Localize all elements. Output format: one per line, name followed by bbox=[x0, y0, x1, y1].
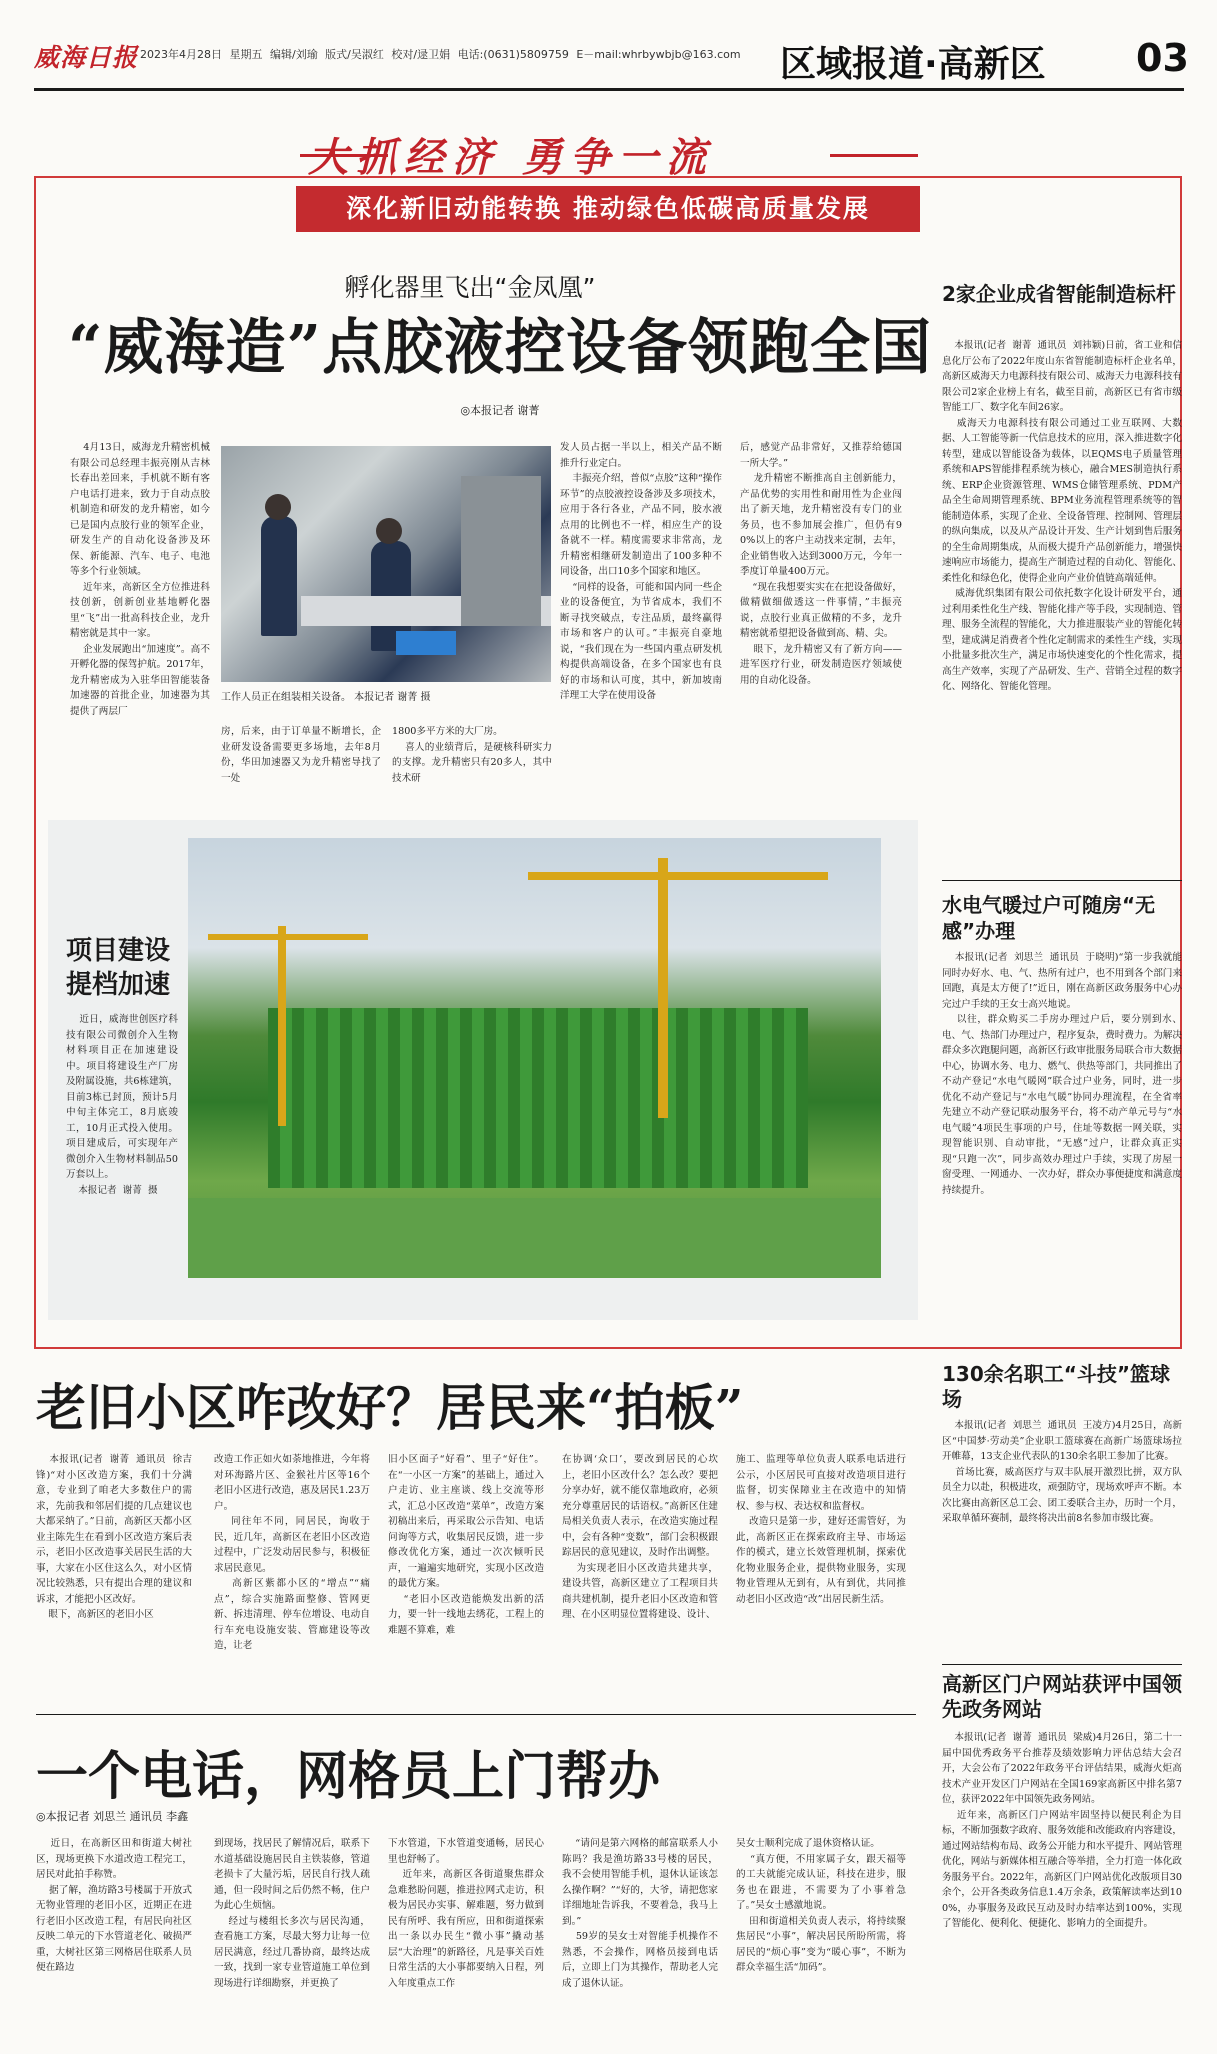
masthead-rule bbox=[34, 88, 1184, 91]
right3-text: 本报讯(记者 刘思兰 通讯员 王凌方)4月25日，高新区“中国梦·劳动美”企业职工篮球赛在高新广场篮球场拉开帷幕，13支企业代表队的130余名职工参加了比赛。 首场比赛，威高医疗与双丰队展开激烈比拼，双方队员全力以赴，积极进攻，顽强防守，现场欢呼声不断。本次比赛由高新区总工会、团工委联合主办，历时一个月，采取单循环赛制，最终将决出前8名参加市级比赛。 bbox=[942, 1420, 1182, 1524]
bottom-col-3: 下水管道，下水管道变通畅，居民心里也舒畅了。 近年来，高新区各街道聚焦群众急难愁盼问题，推进拉网式走访，积极为居民办实事、解难题，努力做到民有所呼、我有所应，田和街道探索出一条以办民生“微小事”撬动基层“大治理”的新路径，凡是事关百姓日常生活的大小事都要纳入日程，列入年度重点工作 bbox=[388, 1838, 544, 1989]
page-number: 03 bbox=[1136, 36, 1189, 80]
lead-col-3: 发人员占据一半以上，相关产品不断推升行业定白。 丰振亮介绍，普似“点胶”这种“操作环节”的点胶液控设备涉及多项技术，应用于各行各业，产品不同，胶水液点用的比例也不一样，相应生产的设备就不一样。精度需要求非常高，龙升精密相继研发制造出了100多种不同设备，出口10多个国家和地区。 “同样的设备，可能和国内同一些企业的设备便宜，为节省成本，我们不断寻找突破点，专注品质，最终赢得市场和客户的认可。”丰振亮自豪地说，“我们现在为一些国内重点研发机构提供高端设备，在多个国家也有良好的市场和认可度，其中，新加坡南洋理工大学在使用设备 bbox=[560, 442, 722, 701]
construction-photo bbox=[188, 838, 881, 1278]
newspaper-logo: 威海日报 bbox=[34, 43, 139, 72]
lead-col-1: 4月13日，威海龙升精密机械有限公司总经理丰振亮刚从吉林长春出差回来，手机就不断有客户电话打进来，致力于自动点胶机制造和研发的龙升精密，如今已是国内点胶行业的领军企业，研发生产的自动化设备涉及环保、新能源、汽车、电子、电池等多个行业领域。 近年来，高新区全方位推进科技创新，创新创业基地孵化器里“飞”出一批高科技企业，龙升精密就是其中一家。 企业发展跑出“加速度”。高不开孵化器的保驾护航。2017年，龙升精密成为入驻华田智能装备加速器的首批企业，加速器为其提供了两层厂 bbox=[70, 442, 210, 717]
slogan-dash-right bbox=[830, 154, 918, 157]
mid-col-5: 施工、监理等单位负责人联系电话进行公示，小区居民可直接对改造项目进行监督，切实保障业主在改造中的知情权、参与权、表达权和监督权。 改造只是第一步，建好还需管好，为此，高新区正在探索政府主导、市场运作的模式，建立长效管理机制，探索优化物业服务企业，提供物业服务，实现物业管理从无到有，从有到优，共同推动老旧小区改造“改”出居民新生活。 bbox=[736, 1454, 906, 1605]
divider bbox=[942, 1664, 1182, 1665]
mid-col-2: 改造工作正如火如荼地推进，今年将对环海路片区、金猴社片区等16个老旧小区进行改造，惠及居民1.23万户。 同往年不同，同居民，询收于民，近几年，高新区在老旧小区改造过程中，广泛发动居民参与，积极征求居民意见。 高新区紫都小区的“增点”“痛点”，综合实施路面整修、管网更新、拆违清理、停车位增设、电动自行车充电设施安装、管廊建设等改造，让老 bbox=[214, 1454, 370, 1651]
mid-col-1: 本报讯(记者 谢菁 通讯员 徐吉锋)“对小区改造方案，我们十分满意，专业到了咱老大多数住户的需求，先前我和邻居们提的几点建议也大都采纳了。”日前，高新区天都小区业主陈先生在看到小区改造方案后表示，老旧小区改造事关居民生活的大事，大家在小区住这么久，对小区情况比较熟悉，只有提出合理的建议和诉求，才能把小区改好。 眼下，高新区的老旧小区 bbox=[36, 1454, 192, 1620]
bottom-headline: 一个电话，网格员上门帮办 bbox=[36, 1746, 661, 1807]
lead-col-1b: 房，后来，由于订单量不断增长，企业研发设备需要更多场地，去年8月份，华田加速器又为龙升精密导找了一处 bbox=[221, 726, 381, 784]
lead-col-2b: 1800多平方米的大厂房。 喜人的业绩背后，是硬核科研实力的支撑。龙升精密只有20多人，其中技术研 bbox=[392, 726, 552, 784]
mid-col-3: 旧小区面子“好看”、里子“好住”。在“一小区一方案”的基础上，通过入户走访、业主座谈、线上交流等形式，汇总小区改造“菜单”，改造方案初稿出来后，再采取公示告知、电话问询等方式，收集居民反馈，进一步修改优化方案，通过一次次倾听民声，一遍遍实地研究，实现小区改造的最优方案。 “老旧小区改造能焕发出新的活力，要一针一线地去绣花，工程上的难题不算难，难 bbox=[388, 1454, 544, 1636]
project-title-1: 项目建设 bbox=[66, 936, 171, 966]
bottom-col-2: 到现场，找居民了解情况后，联系下水道基础设施居民自主铁装修，管道老损卡了大量污垢，居民自行找人疏通，但一段时间之后仍然不畅，住户为此心生烦恼。 经过与楼组长多次与居民沟通，查看施工方案，尽最大努力让每一位居民满意，经过几番协商，最终达成一致，找到一家专业管道施工单位到现场进行详细勘察，并更换了 bbox=[214, 1838, 370, 1989]
divider bbox=[36, 1714, 916, 1715]
right1-text: 本报讯(记者 谢菁 通讯员 刘祎颖)日前，省工业和信息化厅公布了2022年度山东省智能制造标杆企业名单，高新区威海天力电源科技有限公司、威海天力电源科技有限公司2家企业榜上有名，截至目前，高新区已有省市级智能工厂、数字化车间26家。 威海天力电源科技有限公司通过工业互联网、大数据、人工智能等新一代信息技术的应用，深入推进数字化转型，建成以智能设备为载体，以EQMS电子质量管理系统和APS智能排程系统为核心，融合MES制造执行系统、ERP企业资源管理、WMS仓储管理系统、PDM产品全生命周期管理系统、BPM业务流程管理系统等的智能制造体系，实现了企业、全设备管理、控制网、管理层的纵向集成，以及从产品设计开发、生产计划到售后服务的全生命周期集成，从而极大提升产品创新能力，增强快速响应市场能力，提高生产制造过程的自动化、智能化、柔性化和绿色化，使得企业向产业价值链高端延伸。 威海优织集团有限公司依托数字化设计研发平台，通过利用柔性化生产线、智能化排产等手段，实现制造、管理、服务全流程的智能化，大力推进服装产业的智能化转型，建成满足消费者个性化定制需求的柔性生产线，实现小批量多批次生产，满足市场快速变化的个性化需求，提高生产效率，实现了产品研发、生产、营销全过程的数字化、网络化、智能化管理。 bbox=[942, 340, 1182, 692]
bottom-col-4: “请问是第六网格的邮富联系人小陈吗？我是渔坊路33号楼的居民，我不会使用智能手机，退休认证该怎么操作啊？”“好的，大爷，请把您家详细地址告诉我，不要着急，我马上到。” 59岁的吴女士对智能手机操作不熟悉，不会操作，网格员接到电话后，立即上门为其操作，帮助老人完成了退休认证。 bbox=[562, 1838, 718, 1989]
right1-title: 2家企业成省智能制造标杆 bbox=[942, 282, 1176, 306]
mid-col-4: 在协调‘众口’，要改到居民的心坎上，老旧小区改什么？怎么改？要把分享办好，就不能仅靠地政府，必须充分尊重居民的话语权。”高新区住建局相关负责人表示，在改造实施过程中，会有各种“变数”，部门会积极跟踪居民的意见建议，及时作出调整。 为实现老旧小区改造共建共享，建设共管，高新区建立了工程项目共商共建机制，提升老旧小区改造和管理、在小区明显位置将建设、设计、 bbox=[562, 1454, 718, 1620]
lead-kicker: 孵化器里飞出“金凤凰” bbox=[344, 273, 596, 302]
bottom-col-1: 近日，在高新区田和街道大树社区，现场更换下水道改造工程完工，居民对此拍手称赞。 据了解，渔坊路3号楼属于开放式无物业管理的老旧小区，近期正在进行老旧小区改造工程，有居民向社区反映二单元的下水管道老化、破损严重，大树社区第三网格居住联系人员便在路边 bbox=[36, 1838, 192, 1973]
mid-headline: 老旧小区咋改好？居民来“拍板” bbox=[36, 1378, 744, 1437]
divider bbox=[942, 880, 1182, 881]
right2-text: 本报讯(记者 刘思兰 通讯员 于晓明)“第一步我就能同时办好水、电、气、热所有过户，也不用到各个部门来回跑，真是太方便了!”近日，刚在高新区政务服务中心办完过户手续的王女士高兴地说。 以往，群众购买二手房办理过户后，要分别到水、电、气、热部门办理过户，程序复杂，费时费力。为解决群众多次跑腿问题，高新区行政审批服务局联合市大数据中心，协调水务、电力、燃气、供热等部门，共同推出了不动产登记“水电气暖网”联合过户业务，同时，进一步优化不动产登记与“水电气暖”协同办理流程，在全省率先建立不动产登记联动服务平台，将不动产单元号与“水电气暖”4项民生事项的户号，住址等数据一网关联，实现智能识别、自动审批，“无感”过户，让群众真正实现“只跑一次”，同步高效办理过户手续，实现了房屋一窗受理、一网通办、一次办好，群众办事便捷度和满意度持续提升。 bbox=[942, 952, 1182, 1196]
issue-meta: 2023年4月28日 星期五 编辑/刘瑜 版式/吴淑红 校对/逯卫娟 电话:(0631)5809759 E－mail:whrbywbjb@163.com bbox=[140, 48, 741, 61]
lead-headline: “威海造”点胶液控设备领跑全国 bbox=[67, 313, 933, 383]
bottom-col-5: 吴女士顺利完成了退休资格认证。 “真方便，不用家属子女，跟天福等的工夫就能完成认证，科技在进步，服务也在跟进，不需要为了小事着急了。”吴女士感激地说。 田和街道相关负责人表示，将持续聚焦居民“小事”，解决居民所盼所需，将居民的“烦心事”变为“暖心事”，不断为群众幸福生活“加码”。 bbox=[736, 1838, 906, 1973]
right2-title: 水电气暖过户可随房“无感”办理 bbox=[942, 893, 1156, 943]
bottom-byline: ◎本报记者 刘思兰 通讯员 李鑫 bbox=[36, 1810, 189, 1823]
lead-col-4: 后，感觉产品非常好，又推荐给德国一所大学。” 龙升精密不断推高自主创新能力，产品优势的实用性和耐用性为企业闯出了新天地，龙升精密没有专门的业务员，也不参加展会推广，但仍有90%以上的客户主动找来定制，去年，企业销售收入达到3000万元，今年一季度订单量400万元。 “现在我想要实实在在把设备做好，做精做细做透这一件事情，”丰振亮说，点胶行业真正做精的不多，龙升精密就希望把设备做到高、精、尖。 眼下，龙升精密又有了新方向——进军医疗行业，研发制造医疗领域使用的自动化设备。 bbox=[740, 442, 902, 686]
workshop-photo bbox=[221, 446, 551, 682]
photo-caption: 工作人员正在组装相关设备。 本报记者 谢菁 摄 bbox=[221, 692, 431, 703]
banner-ribbon: 深化新旧动能转换 推动绿色低碳高质量发展 bbox=[296, 186, 920, 232]
project-text: 近日，威海世创医疗科技有限公司微创介入生物材料项目正在加速建设中。项目将建设生产厂房及附属设施，共6栋建筑，目前3栋已封顶，预计5月中旬主体完工，8月底竣工，10月正式投入使用。项目建成后，可实现年产微创介入生物材料制品50万套以上。 本报记者 谢菁 摄 bbox=[66, 1014, 178, 1196]
right4-text: 本报讯(记者 谢菁 通讯员 梁威)4月26日，第二十一届中国优秀政务平台推荐及绩效影响力评估总结大会召开，大会公布了2022年政务平台评估结果，威海火炬高技术产业开发区门户网站在全国169家高新区中排名第7位，获评2022年中国领先政务网站。 近年来，高新区门户网站牢固坚持以便民利企为目标，不断加强数字政府、服务效能和改能政府内容建设，通过网站结构布局、政务公开能力和水平提升、网站管理优化，网站与新媒体相互融合等举措，全力打造一体化政务服务平台。2022年，高新区门户网站优化改版项目30余个，公开各类政务信息1.4万余条，政策解读率达到100%，办事服务及政民互动及时办结率达到100%，实现了智能化、便利化、便捷化、影响力的全面提升。 bbox=[942, 1732, 1182, 1929]
right4-title: 高新区门户网站获评中国领先政务网站 bbox=[942, 1672, 1182, 1721]
right3-title: 130余名职工“斗技”篮球场 bbox=[942, 1362, 1171, 1411]
lead-byline: ◎本报记者 谢菁 bbox=[460, 404, 540, 417]
section-title: 区域报道·高新区 bbox=[780, 44, 1046, 85]
project-title-2: 提档加速 bbox=[66, 970, 171, 1000]
banner-slogan: 大抓经济 勇争一流 bbox=[308, 134, 714, 181]
